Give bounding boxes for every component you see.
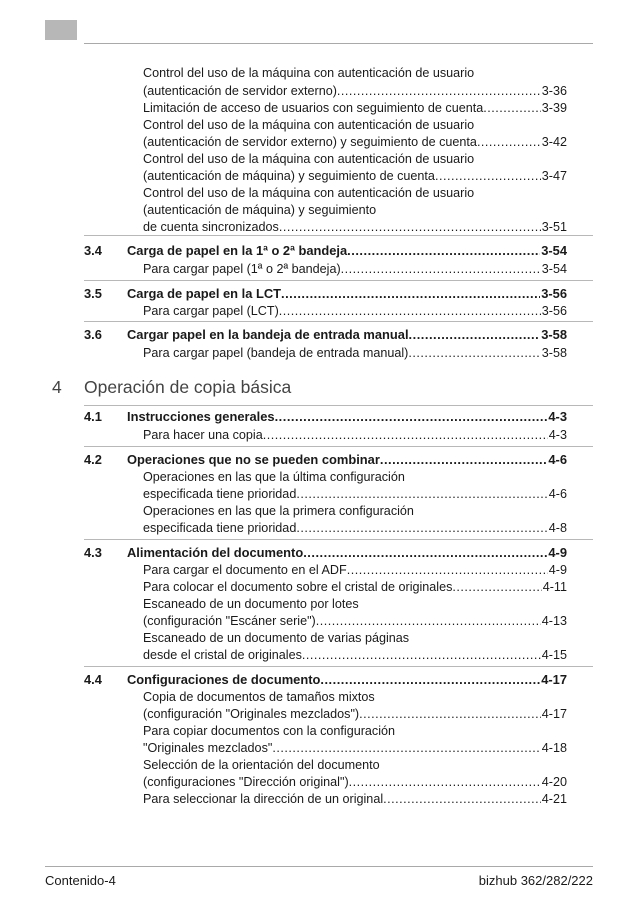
toc-entry[interactable]: (configuraciones "Dirección original") ..... 4-20 bbox=[143, 775, 567, 789]
toc-entry[interactable]: (autenticación de máquina) y seguimiento de cuenta ..... 3-47 bbox=[143, 169, 567, 183]
section-entry[interactable]: Operaciones que no se pueden combinar ..... 4-6 bbox=[127, 452, 567, 467]
section-entry[interactable]: Cargar papel en la bandeja de entrada manual ..... 3-58 bbox=[127, 327, 567, 342]
toc-line: Copia de documentos de tamaños mixtos bbox=[143, 690, 375, 704]
toc-line: Selección de la orientación del documento bbox=[143, 758, 380, 772]
toc-entry[interactable]: Para cargar el documento en el ADF ..... 4-9 bbox=[143, 563, 567, 577]
toc-entry[interactable]: Limitación de acceso de usuarios con seguimiento de cuenta ..... 3-39 bbox=[143, 101, 567, 115]
header-rule bbox=[84, 43, 593, 44]
toc-entry[interactable]: (autenticación de servidor externo) y seguimiento de cuenta ..... 3-42 bbox=[143, 135, 567, 149]
toc-entry[interactable]: Para cargar papel (1ª o 2ª bandeja) ..... 3-54 bbox=[143, 262, 567, 276]
section-number: 3.4 bbox=[84, 243, 102, 258]
section-number: 3.6 bbox=[84, 327, 102, 342]
section-number: 4.4 bbox=[84, 672, 102, 687]
toc-entry[interactable]: de cuenta sincronizados ..... 3-51 bbox=[143, 220, 567, 234]
toc-entry[interactable]: "Originales mezclados" ..... 4-18 bbox=[143, 741, 567, 755]
toc-entry[interactable]: Para cargar papel (bandeja de entrada manual) ..... 3-58 bbox=[143, 346, 567, 360]
toc-line: Escaneado de un documento de varias páginas bbox=[143, 631, 410, 645]
toc-line: Control del uso de la máquina con autenticación de usuario bbox=[143, 66, 475, 80]
footer-product-name: bizhub 362/282/222 bbox=[478, 873, 593, 888]
toc-entry[interactable]: Para hacer una copia ..... 4-3 bbox=[143, 428, 567, 442]
toc-line: (autenticación de máquina) y seguimiento bbox=[143, 203, 377, 217]
toc-line: Control del uso de la máquina con autenticación de usuario bbox=[143, 152, 475, 166]
toc-line: Operaciones en las que la primera configuración bbox=[143, 504, 414, 518]
footer-rule bbox=[45, 866, 593, 867]
section-entry[interactable]: Configuraciones de documento ..... 4-17 bbox=[127, 672, 567, 687]
section-number: 4.1 bbox=[84, 409, 102, 424]
section-entry[interactable]: Instrucciones generales ..... 4-3 bbox=[127, 409, 567, 424]
section-number: 4.3 bbox=[84, 545, 102, 560]
toc-entry[interactable]: Para cargar papel (LCT) ..... 3-56 bbox=[143, 304, 567, 318]
section-divider bbox=[84, 235, 593, 236]
section-entry[interactable]: Carga de papel en la 1ª o 2ª bandeja ..... 3-54 bbox=[127, 243, 567, 258]
section-divider bbox=[84, 321, 593, 322]
toc-line: Operaciones en las que la última configuración bbox=[143, 470, 405, 484]
section-entry[interactable]: Alimentación del documento ..... 4-9 bbox=[127, 545, 567, 560]
section-divider bbox=[84, 539, 593, 540]
section-divider bbox=[84, 405, 593, 406]
toc-entry[interactable]: Para colocar el documento sobre el cristal de originales ..... 4-11 bbox=[143, 580, 567, 594]
section-divider bbox=[84, 280, 593, 281]
toc-entry[interactable]: desde el cristal de originales ..... 4-15 bbox=[143, 648, 567, 662]
section-divider bbox=[84, 446, 593, 447]
toc-entry[interactable]: Para seleccionar la dirección de un original ..... 4-21 bbox=[143, 792, 567, 806]
section-entry[interactable]: Carga de papel en la LCT ..... 3-56 bbox=[127, 286, 567, 301]
toc-entry[interactable]: (configuración "Originales mezclados") ..... 4-17 bbox=[143, 707, 567, 721]
toc-line: Escaneado de un documento por lotes bbox=[143, 597, 359, 611]
header-marker bbox=[45, 20, 77, 40]
toc-line: Control del uso de la máquina con autenticación de usuario bbox=[143, 118, 475, 132]
section-divider bbox=[84, 666, 593, 667]
footer-page-label: Contenido-4 bbox=[45, 873, 116, 888]
section-number: 4.2 bbox=[84, 452, 102, 467]
toc-entry[interactable]: especificada tiene prioridad ..... 4-8 bbox=[143, 521, 567, 535]
toc-line: Control del uso de la máquina con autenticación de usuario bbox=[143, 186, 475, 200]
toc-line: Para copiar documentos con la configuración bbox=[143, 724, 396, 738]
toc-entry[interactable]: especificada tiene prioridad ..... 4-6 bbox=[143, 487, 567, 501]
section-number: 3.5 bbox=[84, 286, 102, 301]
chapter-number: 4 bbox=[52, 377, 62, 397]
toc-entry[interactable]: (configuración "Escáner serie") ..... 4-13 bbox=[143, 614, 567, 628]
chapter-title: Operación de copia básica bbox=[84, 377, 292, 397]
toc-entry[interactable]: (autenticación de servidor externo) ..... 3-36 bbox=[143, 84, 567, 98]
